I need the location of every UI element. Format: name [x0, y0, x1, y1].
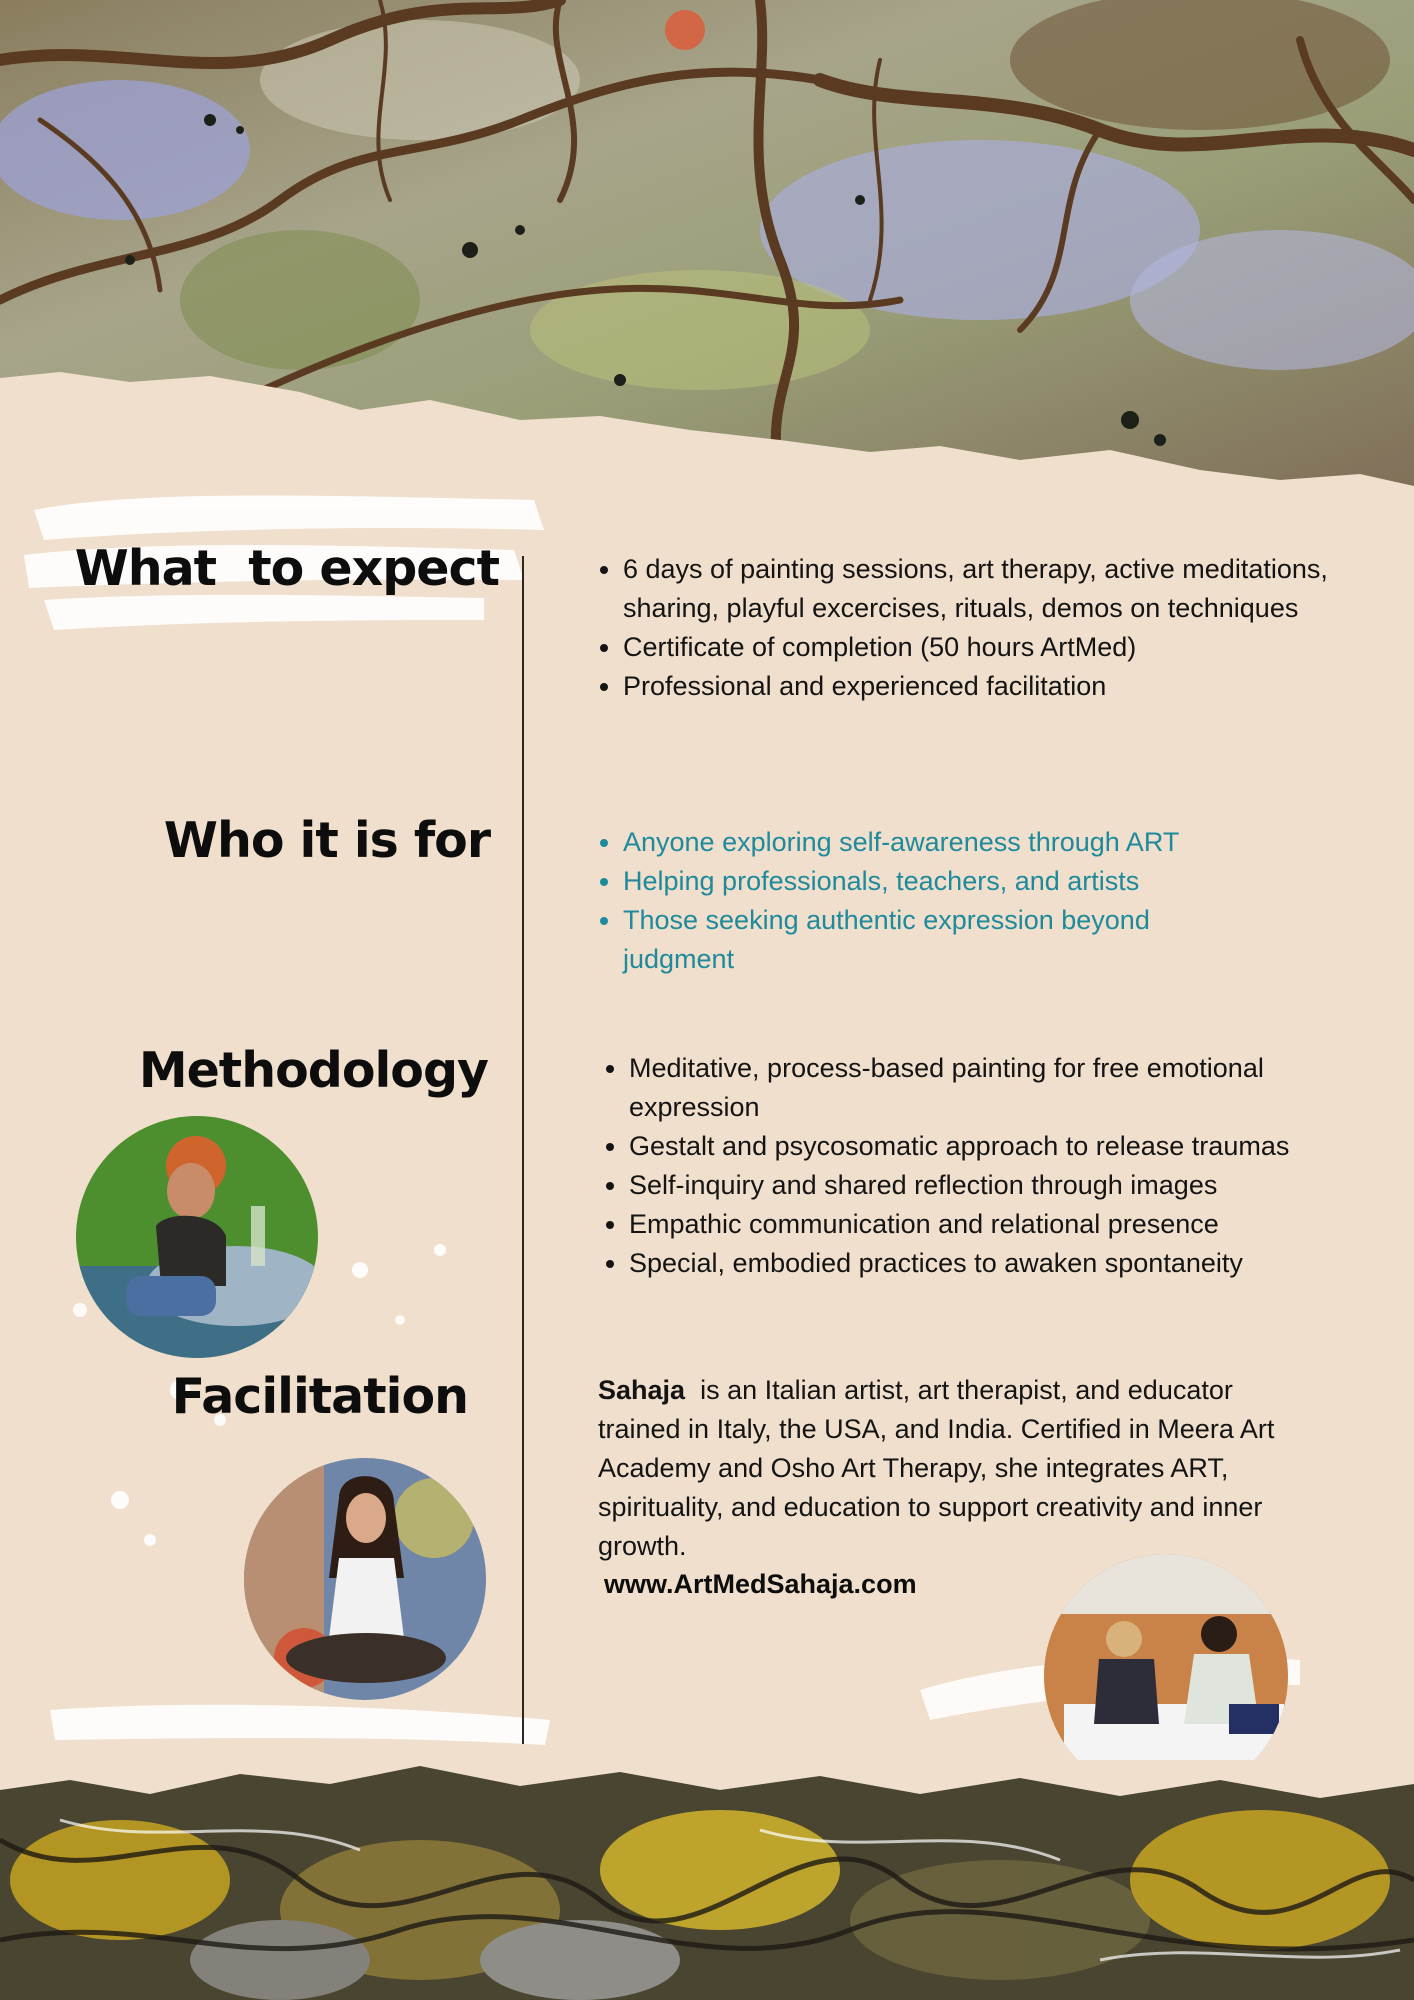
- audience-list: [586, 823, 1263, 979]
- heading-methodology: Methodology: [138, 1042, 488, 1099]
- heading-what-to-expect: What to expect: [74, 540, 499, 597]
- heading-facilitation: Facilitation: [171, 1368, 468, 1425]
- list-item: • Helping professionals, teachers, and artists: [623, 862, 1263, 901]
- heading-who-it-is-for: Who it is for: [163, 812, 490, 869]
- list-item: • Professional and experienced facilitation: [623, 667, 1343, 706]
- list-item: • Self-inquiry and shared reflection through images: [629, 1166, 1389, 1205]
- website-link[interactable]: www.ArtMedSahaja.com: [604, 1569, 917, 1599]
- brush-stroke-decoration-bottom: [40, 1690, 560, 1760]
- expect-list: [586, 550, 1343, 706]
- list-item: • Empathic communication and relational presence: [629, 1205, 1389, 1244]
- list-item: • 6 days of painting sessions, art therapy, active meditations, sharing, playful excercises, rituals, demos on techniques: [623, 550, 1343, 628]
- facilitator-bio: [598, 1371, 1281, 1566]
- facilitator-name: Sahaja: [598, 1375, 686, 1405]
- photo-woman-seated-portrait: [244, 1458, 486, 1700]
- list-item: • Special, embodied practices to awaken spontaneity: [629, 1244, 1389, 1283]
- methodology-list: [592, 1049, 1389, 1283]
- list-item: • Certificate of completion (50 hours ArtMed): [623, 628, 1343, 667]
- vertical-divider: [522, 556, 524, 1744]
- list-item: • Those seeking authentic expression beyond judgment: [623, 901, 1263, 979]
- bottom-painting-banner: [0, 1760, 1414, 2000]
- facilitator-bio-text: is an Italian artist, art therapist, and educator trained in Italy, the USA, and India. Certified in Meera Art Academy and Osho Art Therapy, she integrates ART, spirituality, and education to support creativity and inner growth.: [598, 1375, 1281, 1561]
- list-item: • Gestalt and psycosomatic approach to release traumas: [629, 1127, 1389, 1166]
- top-painting-banner: [0, 0, 1414, 500]
- list-item: • Anyone exploring self-awareness through ART: [623, 823, 1263, 862]
- photo-woman-painting-outdoors: [76, 1116, 318, 1358]
- list-item: • Meditative, process-based painting for free emotional expression: [629, 1049, 1389, 1127]
